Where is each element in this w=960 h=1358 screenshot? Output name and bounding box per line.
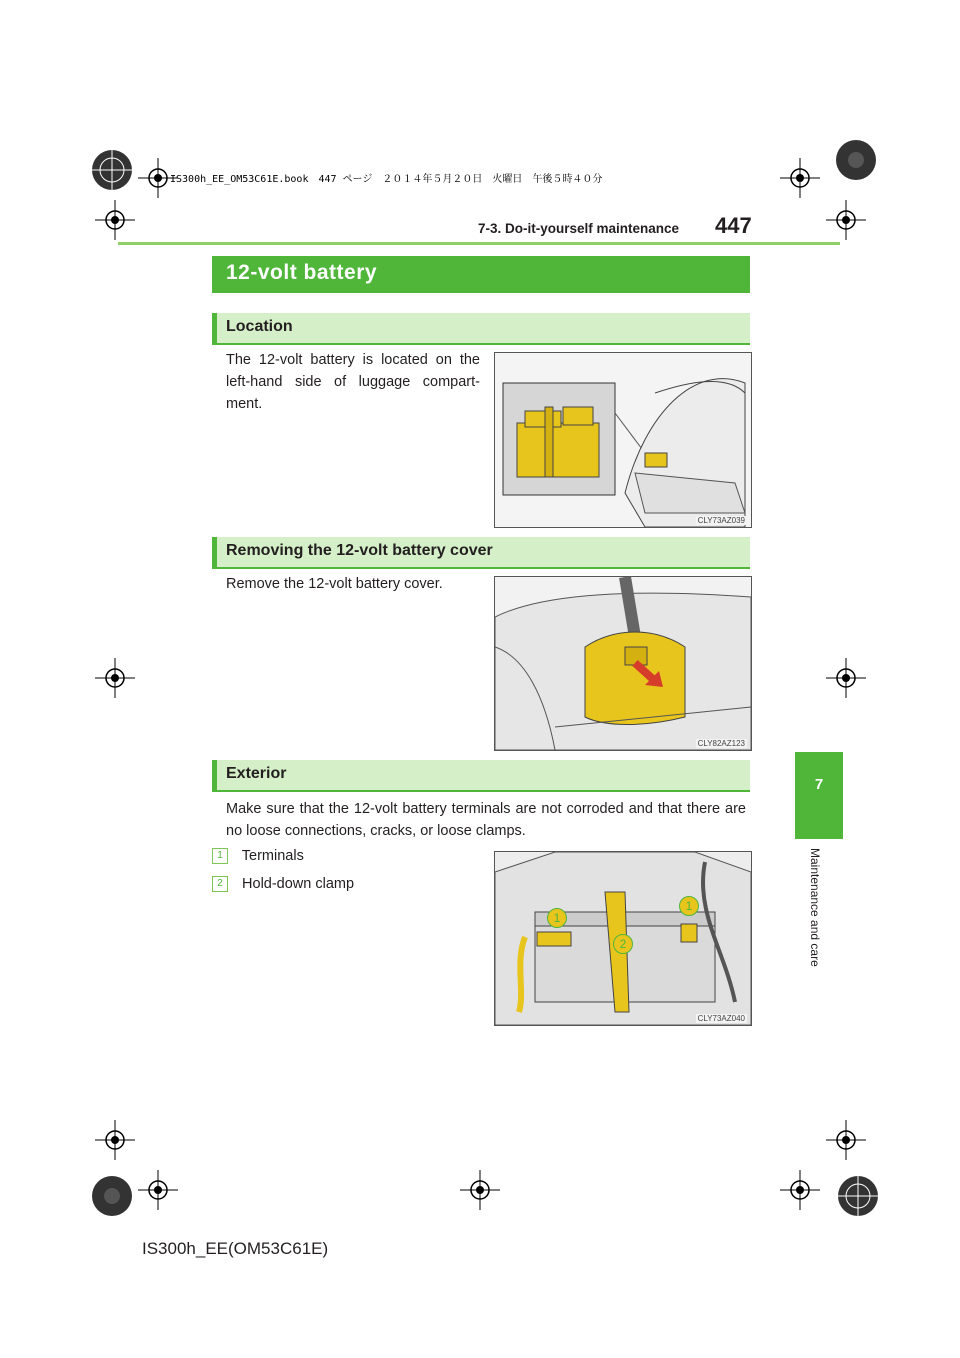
registration-mark-bottom-right [828,1166,888,1226]
subheading-cover: Removing the 12-volt battery cover [226,542,493,559]
item-label: Hold-down clamp [242,876,355,892]
crosshair-mark [826,200,866,240]
page-number: 447 [715,213,752,238]
list-item [212,876,354,892]
crosshair-mark [826,658,866,698]
crosshair-mark [826,1120,866,1160]
subheading-location: Location [226,318,293,335]
item-number-badge: 1 [212,848,228,864]
book-marker-text: IS300h_EE_OM53C61E.book 447 ページ ２０１４年５月２０日 火曜日 午後５時４０分 [170,174,603,185]
crosshair-mark [95,1120,135,1160]
chapter-title-vertical [806,848,824,978]
subheading-bar-exterior [212,760,750,792]
subheading-bar-location [212,313,750,345]
location-text: The 12-volt battery is located on the left-hand side of luggage compart-ment. [226,352,480,412]
model-code-footer: IS300h_EE(OM53C61E) [142,1239,329,1258]
callout-label: 1 [547,908,567,928]
figure-code: CLY73AZ040 [697,1014,745,1023]
crosshair-mark [460,1170,500,1210]
running-header-section: 7-3. Do-it-yourself maintenance [478,221,680,236]
figure-code: CLY73AZ039 [697,516,745,525]
registration-mark-top-left [82,140,142,200]
header-rule [118,242,840,245]
chapter-title: Maintenance and care [808,848,822,967]
chapter-number: 7 [814,776,824,793]
callout-label: 1 [679,896,699,916]
figure-code: CLY82AZ123 [697,739,745,748]
crosshair-mark [138,1170,178,1210]
registration-mark-top-right [828,132,884,188]
crosshair-mark [95,200,135,240]
section-title: 12-volt battery [226,261,378,284]
subheading-bar-cover [212,537,750,569]
crosshair-mark [95,658,135,698]
exterior-figure [494,851,752,1026]
exterior-text: Make sure that the 12-volt battery terminals are not corroded and that there are no loose connections, cracks, or loose clamps. [226,801,746,839]
chapter-tab [795,752,843,839]
callout-label: 2 [613,934,633,954]
list-item [212,848,304,864]
registration-mark-bottom-left [82,1166,142,1226]
crosshair-mark [780,158,820,198]
cover-text: Remove the 12-volt battery cover. [226,576,443,592]
item-label: Terminals [241,848,304,864]
subheading-exterior: Exterior [226,765,287,782]
location-figure [494,352,752,528]
item-number-badge: 2 [212,876,228,892]
crosshair-mark [780,1170,820,1210]
cover-figure [494,576,752,751]
